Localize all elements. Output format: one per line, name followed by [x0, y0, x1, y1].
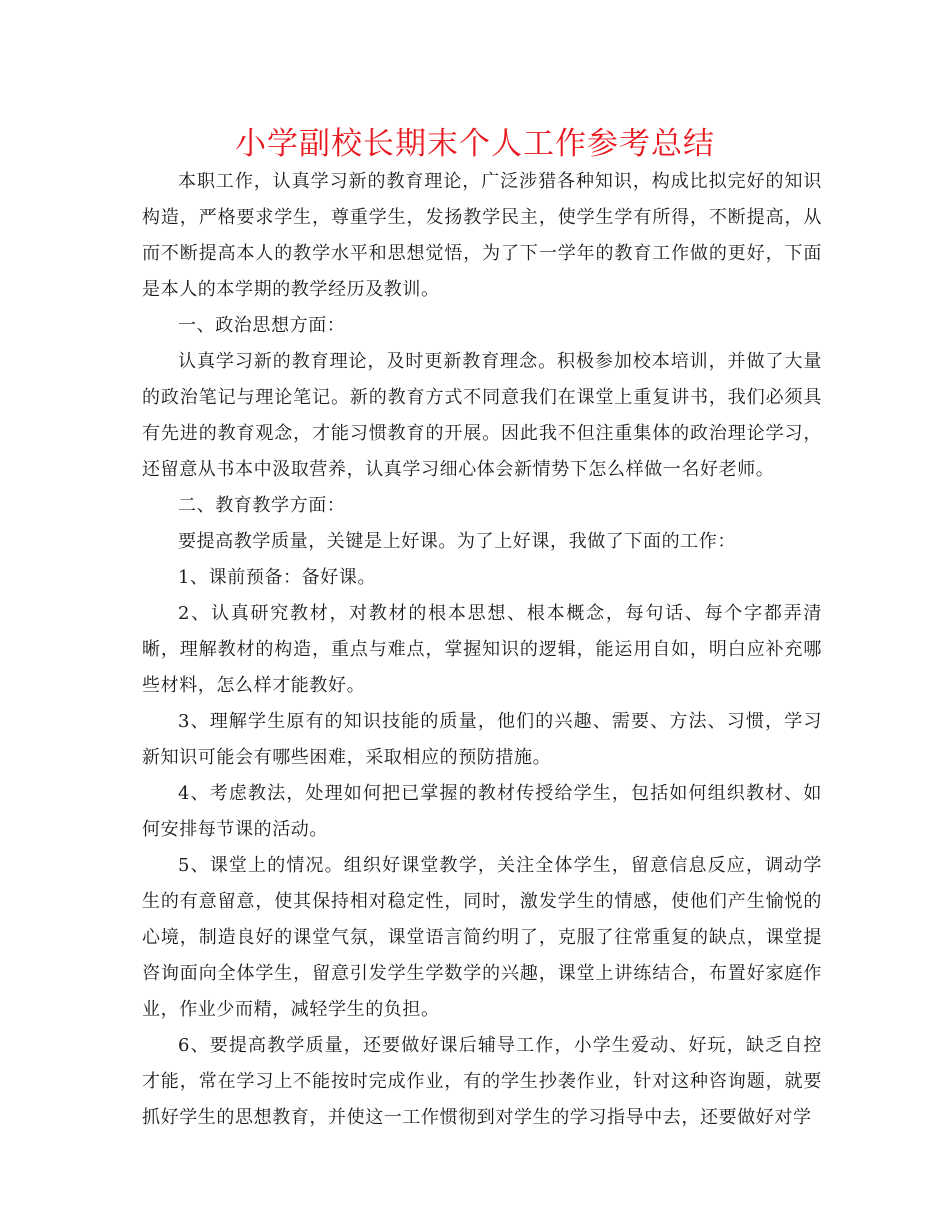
- list-item-4: 4、考虑教法，处理如何把已掌握的教材传授给学生，包括如何组织教材、如何安排每节课的活动。: [142, 783, 822, 840]
- section-heading-teaching: 二、教育教学方面：: [178, 495, 346, 516]
- paragraph-politics: 认真学习新的教育理论，及时更新教育理念。积极参加校本培训，并做了大量的政治笔记与理论笔记。新的教育方式不同意我们在课堂上重复讲书，我们必须具有先进的教育观念，才能习惯教育的开展。因此我不但注重集体的政治理论学习，还留意从书本中汲取营养，认真学习细心体会新情势下怎么样做一名好老师。: [142, 351, 822, 480]
- list-item-6: 6、要提高教学质量，还要做好课后辅导工作，小学生爱动、好玩，缺乏自控才能，常在学习上不能按时完成作业，有的学生抄袭作业，针对这种咨询题，就要抓好学生的思想教育，并使这一工作惯彻到对学生的学习指导中去，还要做好对学: [142, 1035, 822, 1128]
- list-item-3: 3、理解学生原有的知识技能的质量，他们的兴趣、需要、方法、习惯，学习新知识可能会有哪些困难，采取相应的预防措施。: [142, 711, 822, 768]
- document-body: [142, 164, 822, 1136]
- paragraph-teaching-intro: 要提高教学质量，关键是上好课。为了上好课，我做了下面的工作：: [178, 531, 736, 552]
- document-title: 小学副校长期末个人工作参考总结: [235, 126, 715, 162]
- paragraph-intro: 本职工作，认真学习新的教育理论，广泛涉猎各种知识，构成比拟完好的知识构造，严格要求学生，尊重学生，发扬教学民主，使学生学有所得，不断提高，从而不断提高本人的教学水平和思想觉悟，为了下一学年的教育工作做的更好，下面是本人的本学期的教学经历及教训。: [142, 171, 822, 300]
- list-item-5: 5、课堂上的情况。组织好课堂教学，关注全体学生，留意信息反应，调动学生的有意留意，使其保持相对稳定性，同时，激发学生的情感，使他们产生愉悦的心境，制造良好的课堂气氛，课堂语言简约明了，克服了往常重复的缺点，课堂提咨询面向全体学生，留意引发学生学数学的兴趣，课堂上讲练结合，布置好家庭作业，作业少而精，减轻学生的负担。: [142, 855, 822, 1020]
- section-heading-politics: 一、政治思想方面：: [178, 315, 346, 336]
- list-item-1: 1、课前预备：备好课。: [178, 567, 377, 588]
- list-item-2: 2、认真研究教材，对教材的根本思想、根本概念，每句话、每个字都弄清晰，理解教材的构造，重点与难点，掌握知识的逻辑，能运用自如，明白应补充哪些材料，怎么样才能教好。: [142, 603, 822, 696]
